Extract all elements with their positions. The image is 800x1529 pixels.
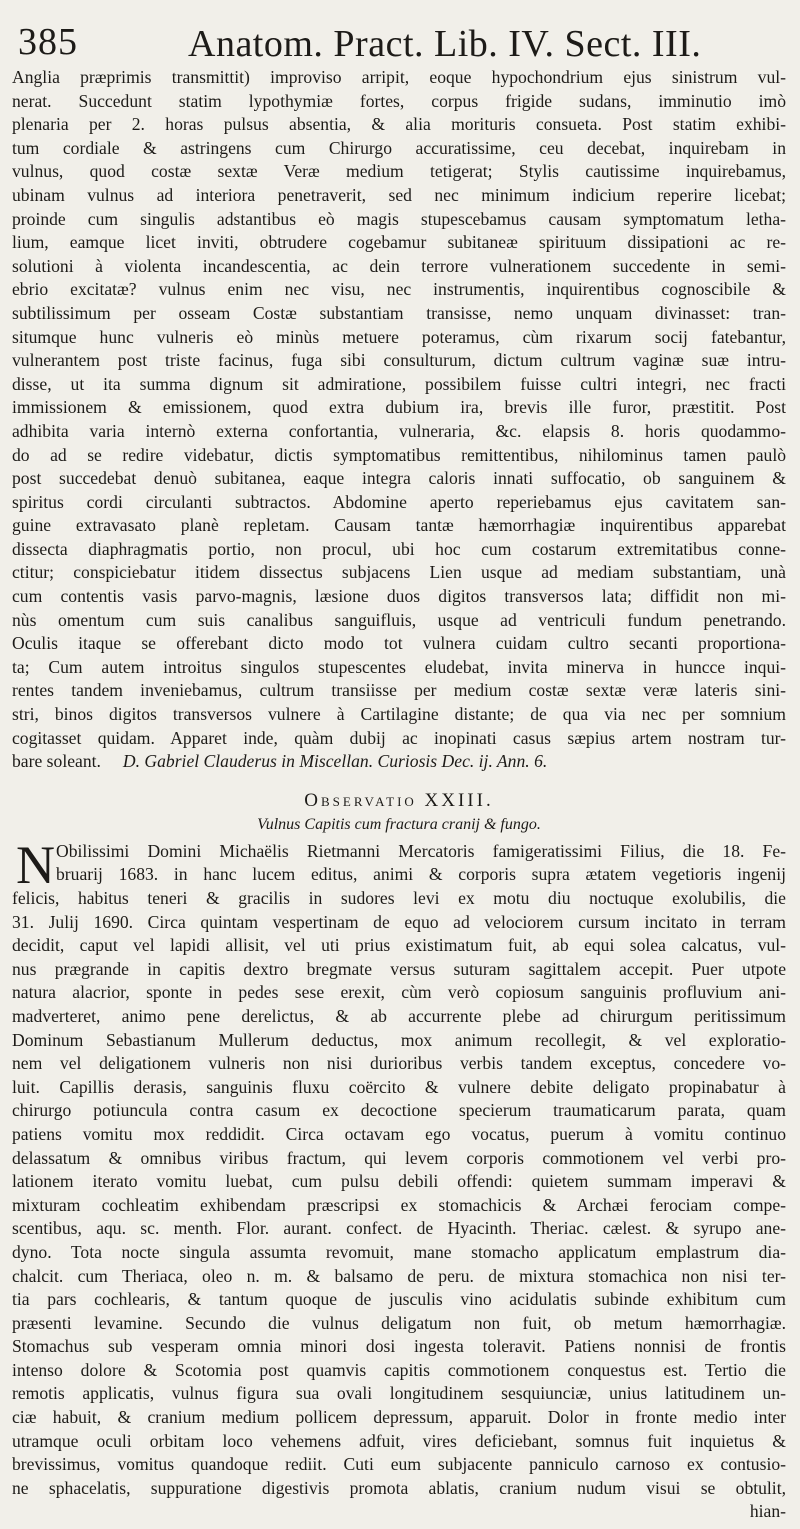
text-line: cogitasset quidam. Apparet inde, quàm dubij ac inopinati casus sæpius artem nostram tur-	[12, 727, 786, 748]
text-line: lationem iterato vomitu luebat, cum pulsu debili offendi: quietem summam imperavi &	[12, 1171, 786, 1192]
text-line: ubinam vulnus ad interiora penetraverit, sed nec minimum indicium reperire licebat;	[12, 184, 786, 205]
text-line: remotis applicatis, vulnus figura sua ovali longitudinem sesquiunciæ, unius latitudinem un-	[12, 1383, 786, 1404]
text-line: spiritus cordi circulanti subtractos. Abdomine aperto reperiebamus ejus cavitatem san-	[12, 491, 786, 512]
text-line: vulnus, quod costæ sextæ Veræ medium tetigerat; Stylis cautissime inquirebamus,	[12, 161, 786, 182]
text-line: ctitur; conspiciebatur itidem dissectus subjacens Lien usque ad mediam substantiam, unà	[12, 562, 786, 583]
text-line: chirurgo potiuncula contra casum ex decoctione specierum traumaticarum parata, quam	[12, 1100, 786, 1121]
text-line: præsenti levamine. Secundo die vulnus deligatum non fuit, ob metum hæmorrhagiæ.	[12, 1312, 786, 1333]
text-line: Dominum Sebastianum Mullerum deductus, mox animum recollegit, & vel exploratio-	[12, 1029, 786, 1050]
text-line: delassatum & omnibus viribus fractum, qui levem corporis commotionem vel verbi pro-	[12, 1147, 786, 1168]
closing-text: bare soleant.	[12, 751, 101, 772]
text-line: nùs omentum cum suis canalibus sanguifluis, usque ad ventriculi fundum penetrando.	[12, 609, 786, 630]
text-line: guine extravasato planè repletam. Causam tantæ hæmorrhagiæ inquirentibus apparebat	[12, 515, 786, 536]
text-line: Stomachus sub vesperam omnia minori dosi ingesta toleravit. Patiens nonnisi de frontis	[12, 1336, 786, 1357]
text-line: ta; Cum autem introitus singulos stupescentes eludebat, invita minerva in huncce inqui-	[12, 656, 786, 677]
text-line: tum cordiale & astringens cum Chirurgo accuratissime, ceu decebat, inquirebam in	[12, 137, 786, 158]
text-line: tia pars cochlearis, & tantum quoque de jusculis vino acidulatis subinde exhibitum cum	[12, 1289, 786, 1310]
text-line: plenaria per 2. horas pulsus absentia, & alia morituris consueta. Post statim exhibi-	[12, 114, 786, 135]
text-line: adhibita varia internò externa confortantia, vulneraria, &c. elapsis 8. horis quodammo-	[12, 420, 786, 441]
text-line: ciæ habuit, & cranium medium pollicem depressum, apparuit. Dolor in fronte medio inter	[12, 1407, 786, 1428]
text-line: nerat. Succedunt statim lypothymiæ fortes, corpus frigide sudans, imminutio imò	[12, 90, 786, 111]
text-line: Obilissimi Domini Michaëlis Rietmanni Mercatoris famigeratissimi Filius, die 18. Fe-	[56, 840, 786, 861]
text-line-with-citation	[12, 750, 786, 774]
text-line: Anglia præprimis transmittit) improviso arripit, eoque hypochondrium ejus sinistrum vul-	[12, 67, 786, 87]
text-line: Oculis itaque se offerebant dicto modo tot vulnera cuidam cultro secanti proportiona-	[12, 633, 786, 654]
text-line: mixturam cochleatim exhibendam præscripsi ex stomachicis & Archæi ferociam compe-	[12, 1194, 786, 1215]
text-line: decidit, caput vel lapidi allisit, vel uti prius existimatum fuit, ab equi solea calcatus, vul-	[12, 935, 786, 956]
text-line: disse, ut ita summa dignum sit admiratione, possibilem fuisse cultri integri, nec fracti	[12, 373, 786, 394]
running-title: Anatom. Pract. Lib. IV. Sect. III.	[188, 23, 702, 65]
observation-xxii-text	[12, 66, 786, 774]
text-line: situmque hunc vulneris eò minùs metuere poteramus, cùm rixarum socij fatebantur,	[12, 326, 786, 347]
page-number: 385	[18, 21, 78, 63]
text-line: cum contentis vasis parvo-magnis, læsione duos digitos transversos lata; diffidit non mi-	[12, 586, 786, 607]
text-line: nem vel deligationem vulneris non nisi durioribus verbis tandem exceptus, concedere vo-	[12, 1053, 786, 1074]
text-line: ebrio excitatæ? vulnus enim nec visu, nec instrumentis, inquirentibus cognoscibile &	[12, 279, 786, 300]
catchword: hian-	[749, 1501, 786, 1522]
text-line: lium, eamque licet inviti, obtrudere cogebamur subitaneæ spirituum dissipationi ac re-	[12, 232, 786, 253]
text-line: dyno. Tota nocte singula assumta revomuit, mane stomacho applicatum emplastrum dia-	[12, 1241, 786, 1262]
observation-xxiii-text	[12, 834, 786, 1524]
text-line: stri, binos digitos transversos vulnere à Cartilagine distante; de qua via nec per somnium	[12, 704, 786, 725]
text-line: nus prægrande in capitis dextro bregmate versus suturam sagittalem accepit. Puer utpote	[12, 958, 786, 979]
text-line: natura alacrior, sponte in pedes sese erexit, cùm verò copiosum sanguinis profluvium ani-	[12, 982, 786, 1003]
text-line: luit. Capillis derasis, sanguinis fluxu coërcito & vulnere debite deligato propinabatur à	[12, 1076, 786, 1097]
text-line: brevissimus, vomitus quandoque rediit. Cuti eum subjacente panniculo carnoso ex contusio-	[12, 1454, 786, 1475]
text-line: subtilissimum per osseam Costæ substantiam transisse, nemo unquam divinasset: tran-	[12, 302, 786, 323]
text-line: post succedebat denuò subitanea, eaque integra caloris innati suffocatio, ob sanguinem &	[12, 468, 786, 489]
text-line: immissionem & emissionem, quod extra dubium ira, brevis ille furor, præstitit. Post	[12, 397, 786, 418]
text-line: vulnerantem post triste facinus, fuga sibi consulturum, dictum cultrum vaginæ suæ intru-	[12, 350, 786, 371]
text-line: felicis, habitus teneri & gracilis in sudores levi ex motu diu noctuque exolubilis, die	[12, 888, 786, 908]
text-line: dissecta diaphragmatis portio, non procul, ubi hoc cum costarum extremitatibus conne-	[12, 538, 786, 559]
text-line: chalcit. cum Theriaca, oleo n. m. & balsamo de peru. de mixtura stomachica non nisi ter-	[12, 1265, 786, 1286]
text-line: 31. Julij 1690. Circa quintam vespertinam de equo ad velociorem cursum incitato in terram	[12, 911, 786, 932]
text-line: do ad se redire videbatur, dictis symptomatibus remittentibus, nihilominus tamen paulò	[12, 444, 786, 465]
text-line: scentibus, aqu. sc. menth. Flor. aurant. confect. de Hyacinth. Theriac. cælest. & syrupo ane-	[12, 1218, 786, 1239]
text-line: madverteret, animo pene derelictus, & ab accurrente plebe ad chirurgum peritissimum	[12, 1005, 786, 1026]
text-line: bruarij 1683. in hanc lucem editus, animi & corporis supra ætatem vegetioris ingenij	[56, 864, 786, 885]
text-line: proinde cum singulis adstantibus eò magis stupescebamus causam symptomatum letha-	[12, 208, 786, 229]
text-line: solutioni à violenta incandescentia, ac dein terrore vulnerationem succedente in semi-	[12, 255, 786, 276]
text-line: utramque oculi orbitam loco vehemens adfuit, vires deficiebant, somnus fuit inquietus &	[12, 1430, 786, 1451]
text-line: rentes tandem inveniebamus, cultrum transiisse per medium costæ sextæ veræ lateris sini-	[12, 680, 786, 701]
page-header	[12, 14, 786, 66]
observation-subtitle: Vulnus Capitis cum fractura cranij & fungo.	[257, 815, 541, 833]
observation-title: Observatio XXIII.	[304, 789, 494, 811]
text-line: patiens vomitu mox reddidit. Circa octavam ego vocatus, puerum à vomitu continuo	[12, 1123, 786, 1144]
drop-cap: N	[16, 834, 55, 895]
text-line: intenso dolore & Scotomia post quamvis capitis commotionem conquestus est. Tertio die	[12, 1359, 786, 1380]
citation: D. Gabriel Clauderus in Miscellan. Curiosis Dec. ij. Ann. 6.	[122, 751, 548, 772]
text-line: ne sphacelatis, suppuratione digestivis promota ablatis, cranium nudum visui se obtulit,	[12, 1477, 786, 1498]
